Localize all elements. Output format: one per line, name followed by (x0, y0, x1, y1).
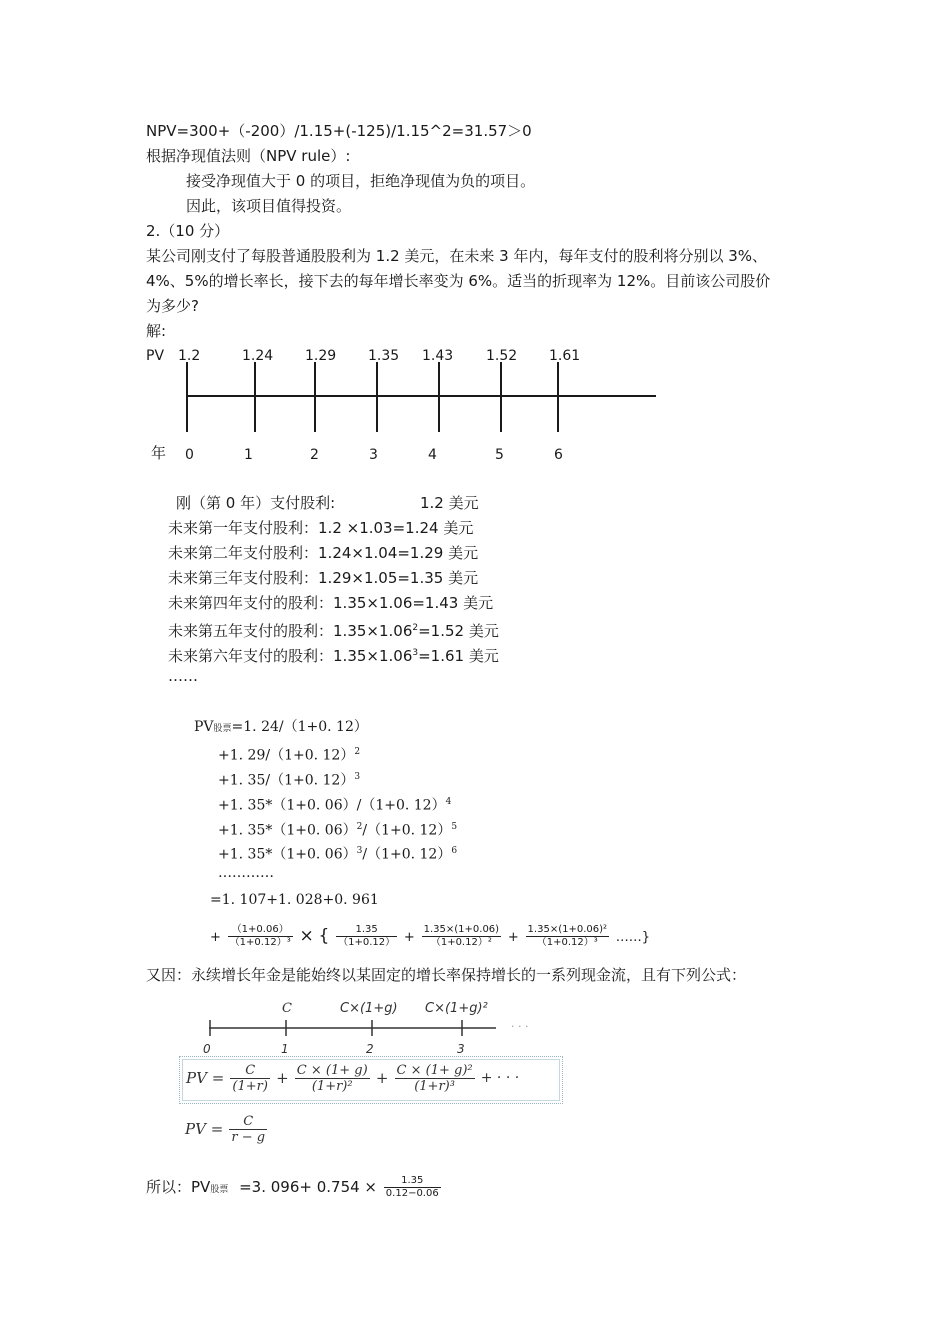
fraction-term-1: $\frac{1.35}{(1+0.12)}$ (338, 924, 396, 948)
pv-formula-term-3: $\frac{\text{C × (1+ g)²}}{\text{(1+r)³}}$ (396, 1063, 473, 1094)
dividend-line: 未来第四年支付的股利：1.35×1.06=1.43 美元 (168, 594, 494, 612)
timeline-year: 1 (244, 447, 253, 463)
problem-heading: 2.（10 分） (146, 222, 230, 240)
pv-calc-line-2: +1. 29/（1+0. 12）$^2$ (218, 747, 361, 764)
fraction-term-2: $\frac{1.35\times(1+0.06)}{\text{（1+0.12）²}}$ (423, 924, 500, 948)
annuity-timeline (0, 995, 950, 1055)
fraction-term-3: $\frac{\text{1.35×(1+0.06)²}}{\text{（1+0.12）³}}$ (527, 924, 608, 948)
timeline-year: 4 (428, 447, 437, 463)
dividend-line: 刚（第 0 年）支付股利: (176, 494, 336, 512)
annuity-tick-label-2: 2 (366, 1042, 374, 1055)
timeline-value: 1.35 (368, 348, 400, 364)
pv-simple-formula: PV = $\frac{C}{r - g}$ (185, 1114, 266, 1145)
solution-label: 解: (146, 322, 167, 340)
pv-formula-lhs: PV = (186, 1069, 225, 1087)
problem-text-1: 某公司刚支付了每股普通股股利为 1.2 美元，在未来 3 年内，每年支付的股利将分别以 3%、 (146, 247, 768, 265)
dividend-line: 未来第六年支付的股利：$1.35\times 1.06^3=1.61$ 美元 (168, 647, 499, 665)
final-result-line: 所以：PV股票 =3. 096+ 0.754 × $\frac{1.35}{0.12-0.06}$ (146, 1175, 439, 1199)
npv-conclusion: 因此，该项目值得投资。 (186, 197, 352, 215)
dividend-line: 未来第三年支付股利：1.29×1.05=1.35 美元 (168, 569, 479, 587)
timeline-year: 3 (369, 447, 378, 463)
annuity-tick-label-0: 0 (203, 1042, 211, 1055)
pv-calc-line-6: +1. 35*（1+0. 06）$^3$/（1+0. 12）$^6$ (218, 846, 458, 863)
annuity-label-3: C×(1+g)² (425, 1001, 488, 1016)
timeline-year: 6 (554, 447, 563, 463)
timeline-year: 2 (310, 447, 319, 463)
timeline-value: 1.24 (242, 348, 274, 364)
timeline-pv-label: PV (146, 348, 165, 364)
problem-text-3: 为多少? (146, 297, 199, 315)
dividend-line: 未来第一年支付股利：1.2 ×1.03=1.24 美元 (168, 519, 474, 537)
fraction-growth: $\frac{(1+0.06)}{\text{（1+0.12）³}}$ (229, 924, 291, 948)
pv-calc-line-3: +1. 35/（1+0. 12）$^3$ (218, 772, 361, 789)
annuity-tick-label-1: 1 (281, 1042, 289, 1055)
annuity-label-1: C (282, 1001, 292, 1016)
pv-calc-line-5: +1. 35*（1+0. 06）$^2$/（1+0. 12）$^5$ (218, 822, 458, 839)
annuity-description: 又因：永续增长年金是能始终以某固定的增长率保持增长的一系列现金流，且有下列公式： (146, 966, 747, 984)
pv-calc-line-4: +1. 35*（1+0. 06）/（1+0. 12）$^4$ (218, 797, 452, 814)
timeline-value: 1.2 (178, 348, 201, 364)
pv-calc-line-1: PV股票=1. 24/（1+0. 12） (194, 719, 368, 735)
dividend-line: 未来第五年支付的股利：$1.35\times 1.06^2=1.52$ 美元 (168, 622, 499, 640)
timeline-year-label: 年 (151, 444, 167, 462)
dividend-timeline (0, 338, 950, 468)
pv-formula-trail: + · · · (480, 1070, 520, 1086)
annuity-ellipsis: · · · (511, 1020, 529, 1033)
timeline-year: 5 (495, 447, 504, 463)
pv-calc-dots: ………… (218, 865, 274, 881)
timeline-value: 1.29 (305, 348, 337, 364)
npv-rule-title: 根据净现值法则（NPV rule）: (146, 147, 351, 165)
timeline-value: 1.43 (422, 348, 454, 364)
final-fraction: $\frac{1.35}{0.12-0.06}$ (385, 1175, 439, 1199)
pv-calc-fraction-row: + $\frac{(1+0.06)}{\text{（1+0.12）³}}$ × { $\frac{1.35}{(1+0.12)}$ + $\frac{1.35\times(1+0.06)}{\text{（1+0.12）²}}$ + $\frac{\text{1.35×(1+0.06)²}}{\text{（1+0.12）³}}$ ……} (210, 924, 651, 948)
timeline-year: 0 (185, 447, 194, 463)
problem-text-2: 4%、5%的增长率长，接下去的每年增长率变为 6%。适当的折现率为 12%。目前该公司股价 (146, 272, 771, 290)
timeline-value: 1.61 (549, 348, 581, 364)
dividend-0-value: 1.2 美元 (420, 494, 479, 512)
timeline-value: 1.52 (486, 348, 518, 364)
npv-rule-text: 接受净现值大于 0 的项目，拒绝净现值为负的项目。 (186, 172, 536, 190)
dividend-line: …… (168, 667, 198, 685)
annuity-label-2: C×(1+g) (340, 1001, 398, 1016)
pv-formula-term-1: $\frac{C}{(1+r)}$ (232, 1063, 268, 1094)
dividend-line: 未来第二年支付股利：1.24×1.04=1.29 美元 (168, 544, 479, 562)
npv-formula: NPV=300+（-200）/1.15+(-125)/1.15^2=31.57＞0 (146, 122, 532, 140)
pv-formula-box: PV = $\frac{C}{(1+r)}$ + $\frac{C \times (1+ g)}{\text{(1+r)²}}$ + $\frac{\text{C × (1+ g)²}}{\text{(1+r)³}}$ + · · · (179, 1056, 563, 1104)
annuity-tick-label-3: 3 (457, 1042, 465, 1055)
pv-formula-term-2: $\frac{C \times (1+ g)}{\text{(1+r)²}}$ (296, 1063, 368, 1094)
pv-calc-sum: =1. 107+1. 028+0. 961 (210, 892, 379, 908)
